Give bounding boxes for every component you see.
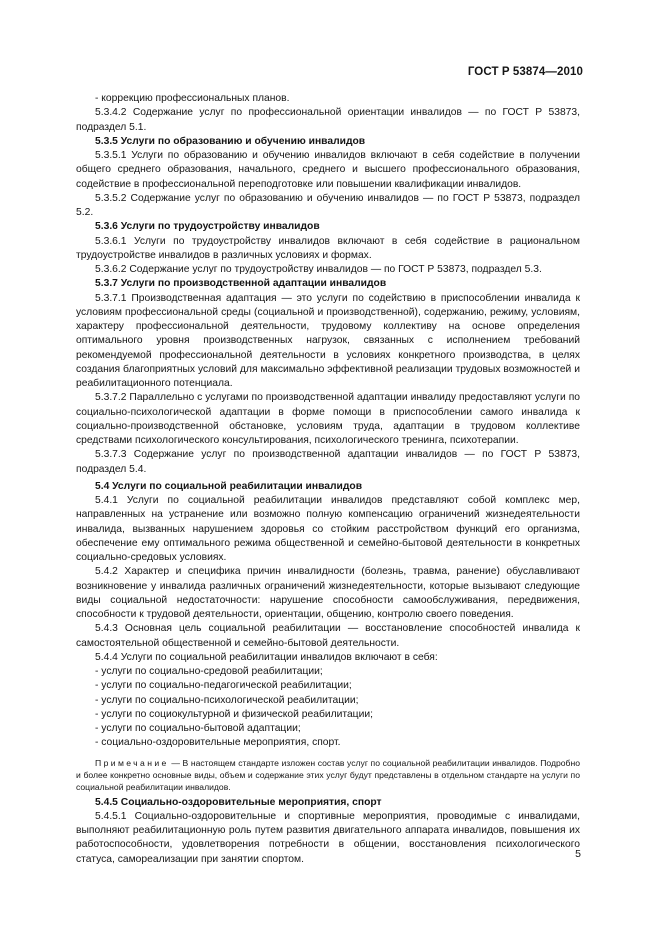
list-item: - услуги по социально-психологической реабилитации;: [95, 694, 359, 706]
body-paragraph: 5.3.7.2 Параллельно с услугами по производственной адаптации инвалиду предоставляют услуги по социально-психологической адаптации в форме помощи в приспособлении самого инвалида к социально-производственной обстановке, условиям труда, адаптации в трудовом коллективе средствами психологического консультирования, психологического тренинга, психотерапии.: [76, 392, 580, 446]
body-paragraph: 5.3.6.2 Содержание услуг по трудоустройству инвалидов — по ГОСТ Р 53873, подраздел 5.3.: [95, 264, 542, 275]
list-item: - коррекцию профессиональных планов.: [95, 93, 290, 104]
body-paragraph: 5.3.7.3 Содержание услуг по производственной адаптации инвалидов — по ГОСТ Р 53873, подраздел 5.4.: [76, 449, 580, 475]
body-paragraph: 5.3.6.1 Услуги по трудоустройству инвалидов включают в себя содействие в рациональном трудоустройстве инвалидов в различных условиях и формах.: [76, 235, 580, 261]
note-paragraph: [76, 757, 580, 794]
list-item: - услуги по социокультурной и физической реабилитации;: [95, 708, 373, 720]
body-paragraph: 5.4.5.1 Социально-оздоровительные и спортивные мероприятия, проводимые с инвалидами, выполняют реабилитационную роль путем развития двигательного аппарата инвалидов, повышения их работоспособности, удовлетворения потребности в общении, восстановления психологического статуса, самореализации при занятии спортом.: [76, 810, 580, 865]
page-number: 5: [575, 848, 581, 860]
list-item: - услуги по социально-бытовой адаптации;: [95, 723, 301, 734]
body-paragraph: 5.3.7.1 Производственная адаптация — это услуги по содействию в приспособлении инвалида к условиям профессиональной среды (социальной и производственной), содержанию, режиму, условиям, характеру профессиональной деятельности, трудовому коллективу на основе определения оптимального уровня производственных нагрузок, связанных с исполнением требований рекомендуемой профессиональной деятельности в условиях конкретного производства, в целях создания благоприятных условий для максимально эффективной реализации трудовых возможностей и реабилитационного потенциала.: [76, 292, 580, 389]
body-paragraph: 5.4.3 Основная цель социальной реабилитации — восстановление способностей инвалида к самостоятельной общественной и семейно-бытовой деятельности.: [76, 623, 580, 649]
section-heading: 5.4 Услуги по социальной реабилитации инвалидов: [95, 480, 363, 492]
body-paragraph: 5.4.1 Услуги по социальной реабилитации инвалидов представляют собой комплекс мер, направленных на устранение или возможно полную компенсацию ограничений жизнедеятельности инвалида, вызванных нарушением здоровья со стойким расстройством функций его организма, обеспечение ему оптимального режима общественной и семейно-бытовой деятельности в конкретных социально-средовых условиях.: [76, 495, 580, 563]
body-paragraph: 5.4.2 Характер и специфика причин инвалидности (болезнь, травма, ранение) обуславливают возникновение у инвалида различных ограничений жизнедеятельности, которые вызывают следующие виды социальной недостаточности: нарушение способности самообслуживания, передвижения, способности к трудовой деятельности, ориентации, общению, контролю своего поведения.: [76, 566, 580, 620]
list-item: - услуги по социально-средовой реабилитации;: [95, 666, 323, 677]
note-label: Примечание: [95, 757, 169, 768]
document-body: [76, 92, 580, 867]
document-header: ГОСТ Р 53874—2010: [467, 66, 583, 78]
list-item: - услуги по социально-педагогической реабилитации;: [95, 680, 352, 692]
note-text: — В настоящем стандарте изложен состав услуг по социальной реабилитации инвалидов. Подробно и более конкретно основные виды, объем и содержание этих услуг будут представлены в отдельном стандарте на услуги по социальной реабилитации инвалидов.: [76, 757, 580, 793]
body-paragraph: 5.3.5.2 Содержание услуг по образованию и обучению инвалидов — по ГОСТ Р 53873, подраздел 5.2.: [76, 192, 580, 218]
section-heading: 5.3.6 Услуги по трудоустройству инвалидов: [95, 221, 320, 233]
section-heading: 5.3.7 Услуги по производственной адаптации инвалидов: [95, 278, 387, 290]
body-paragraph: 5.3.4.2 Содержание услуг по профессиональной ориентации инвалидов — по ГОСТ Р 53873, подраздел 5.1.: [76, 107, 580, 133]
body-paragraph: 5.3.5.1 Услуги по образованию и обучению инвалидов включают в себя содействие в получении общего среднего образования, начального, среднего и высшего профессионального образования, содействие в профессиональной переподготовке или повышении квалификации инвалидов.: [76, 150, 580, 190]
list-item: - социально-оздоровительные мероприятия, спорт.: [95, 737, 341, 749]
section-heading: 5.4.5 Социально-оздоровительные мероприятия, спорт: [95, 796, 382, 808]
section-heading: 5.3.5 Услуги по образованию и обучению инвалидов: [95, 135, 366, 147]
body-paragraph: 5.4.4 Услуги по социальной реабилитации инвалидов включают в себя:: [95, 651, 438, 663]
